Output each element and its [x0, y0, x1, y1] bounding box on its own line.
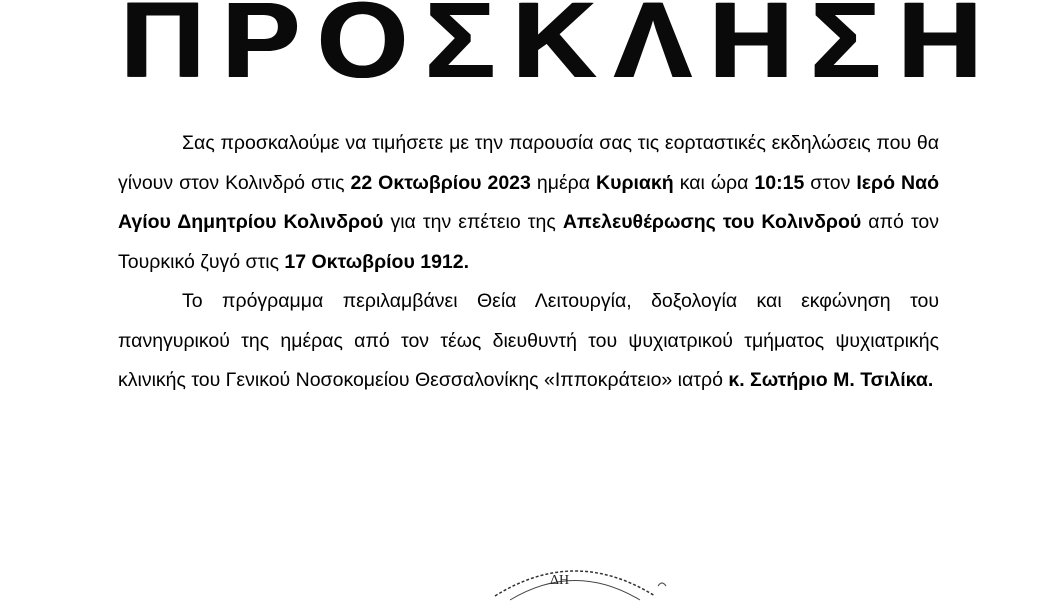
paragraph-2: [118, 282, 939, 401]
event-name: Απελευθέρωσης του Κολινδρού: [562, 211, 862, 233]
p1-text-5: για την επέτειο της: [383, 211, 563, 233]
church-name: Ιερό Ναό Αγίου Δημητρίου Κολινδρού: [118, 171, 939, 233]
page-title: ΠΡΟΣΚΛΗΣΗ: [120, 0, 1000, 80]
p1-text-6: από τον Τουρκικό ζυγό στις: [118, 211, 939, 273]
p1-text-2: ημέρα: [530, 171, 597, 194]
event-day: Κυριακή: [596, 171, 674, 194]
p1-text-4: στον: [804, 171, 857, 194]
title-area: [0, 0, 1041, 80]
stamp-text: ΔΗ: [550, 573, 570, 588]
invitation-body: [118, 124, 939, 401]
speaker-name: κ. Σωτήριο Μ. Τσιλίκα.: [728, 369, 934, 391]
official-stamp: [480, 556, 670, 616]
event-date: 22 Οκτωβρίου 2023: [350, 171, 531, 194]
p2-text-1: Το πρόγραμμα περιλαμβάνει Θεία Λειτουργία, δοξολογία και εκφώνηση του πανηγυρικού της ημέρας από τον τέως διευθυντή του ψυχιατρικού τμήματος ψυχιατρικής κλινικής του Γενικού Νοσοκομείου Θεσσαλονίκης «Ιπποκράτειο» ιατρό: [118, 290, 939, 391]
paragraph-1: [118, 124, 939, 282]
p1-text-1: Σας προσκαλούμε να τιμήσετε με την παρουσία σας τις εορταστικές εκδηλώσεις που θα γίνουν στον Κολινδρό στις: [118, 132, 939, 194]
event-time: 10:15: [754, 171, 805, 194]
p1-text-3: και ώρα: [673, 171, 755, 194]
liberation-date: 17 Οκτωβρίου 1912.: [284, 250, 470, 273]
